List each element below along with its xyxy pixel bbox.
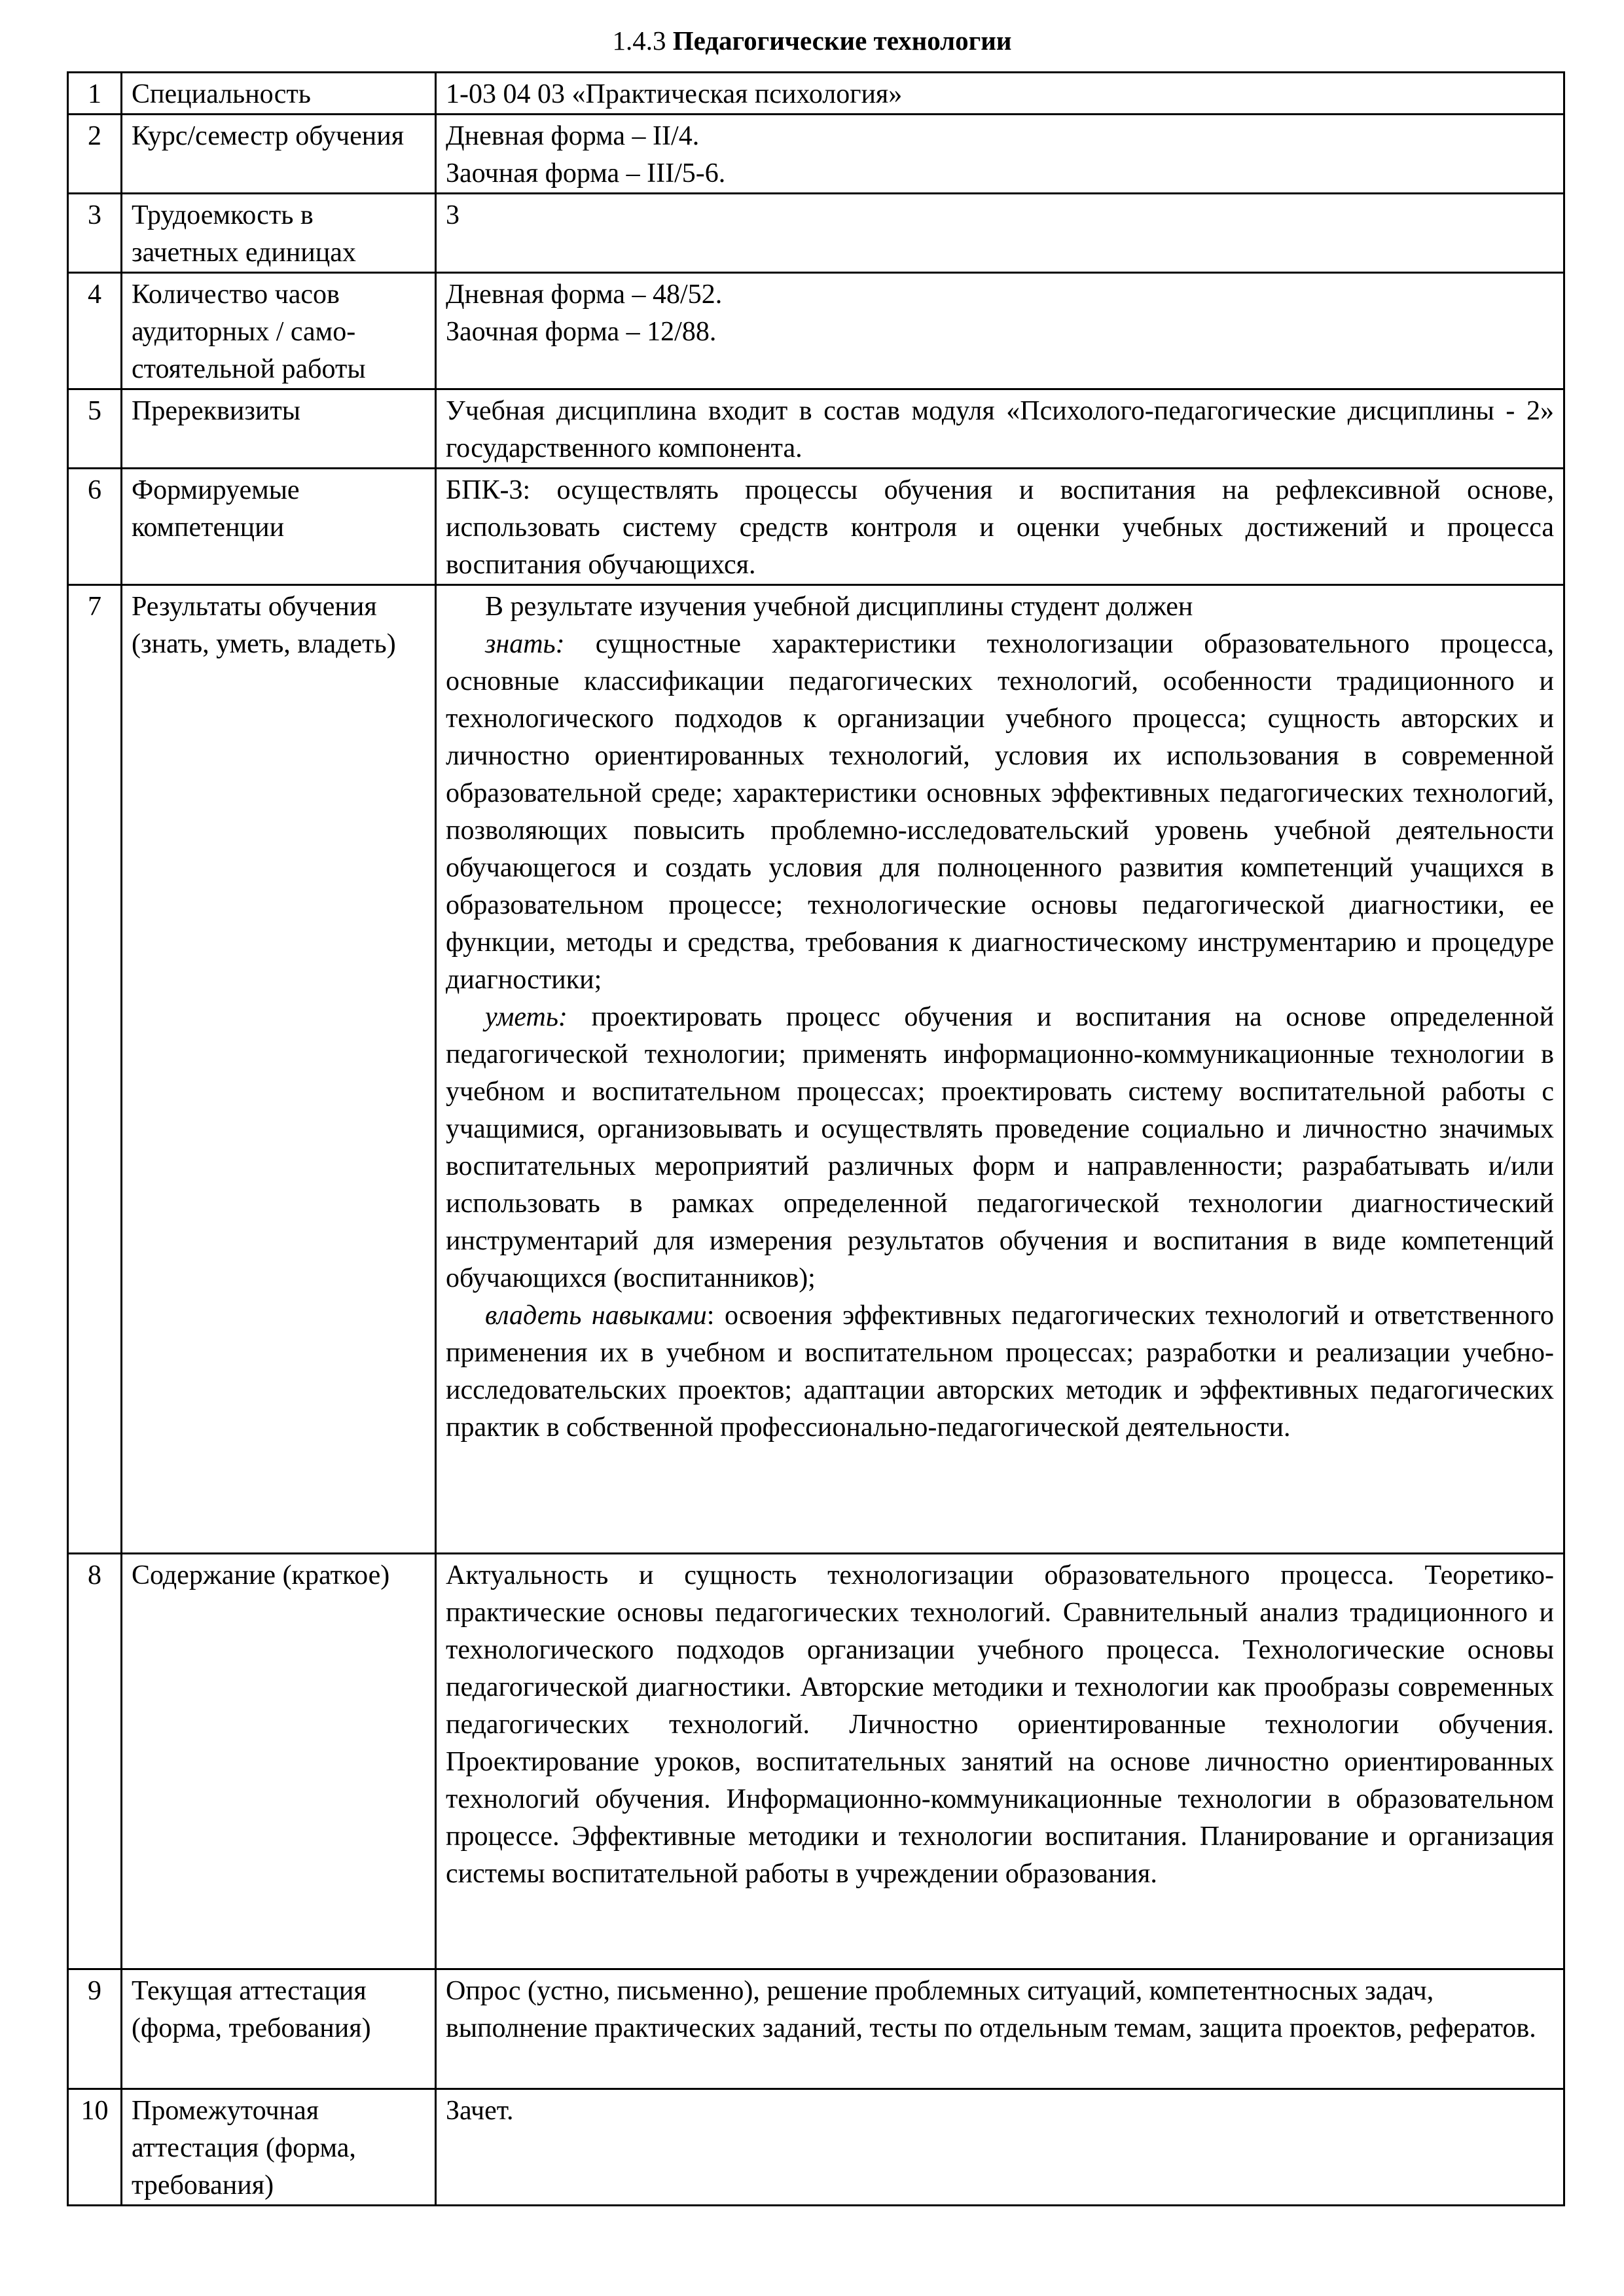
row-number: 3 [68, 194, 122, 273]
row-value: Опрос (устно, письменно), решение проблемных ситуаций, компетентносных задач, выполнение практических заданий, тесты по отдельным темам, защита проектов, рефератов. [436, 1969, 1564, 2089]
value-line: Заочная форма – 12/88. [446, 317, 717, 347]
row-value [436, 273, 1564, 389]
results-know [446, 626, 1554, 999]
row-value [436, 585, 1564, 1554]
table-row [68, 115, 1564, 194]
discipline-table [67, 71, 1565, 2206]
row-value [436, 115, 1564, 194]
own-text: : освоения эффективных педагогических технологий и ответственного применения их в учебном и воспитательном процессах; разработки и реализации учебно-исследовательских проектов; адаптации авторских методик и эффективных педагогических практик в собственной профессионально-педагогической деятельности. [446, 1300, 1554, 1443]
able-keyword: уметь: [485, 1002, 568, 1032]
section-heading [0, 24, 1624, 58]
row-value [436, 73, 1564, 115]
results-intro: В результате изучения учебной дисциплины студент должен [485, 592, 1193, 622]
row-label: Текущая аттестация (форма, требования) [122, 1969, 436, 2089]
row-number: 9 [68, 1969, 122, 2089]
row-value: БПК-3: осуществлять процессы обучения и воспитания на рефлексивной основе, использовать систему средств контроля и оценки учебных достижений и процесса воспитания обучающихся. [436, 469, 1564, 585]
row-label: Результаты обучения (знать, уметь, владеть) [122, 585, 436, 1554]
row-number: 6 [68, 469, 122, 585]
row-label: Пререквизиты [122, 389, 436, 469]
row-number: 4 [68, 273, 122, 389]
row-number: 7 [68, 585, 122, 1554]
able-text: проектировать процесс обучения и воспитания на основе определенной педагогической технологии; применять информационно-коммуникационные технологии в учебном и воспитательном процессах; проектировать систему воспитательной работы с учащимися, организовывать и осуществлять проведение социально и личностно значимых воспитательных мероприятий различных форм и направленности; разрабатывать и/или использовать в рамках определенной педагогической технологии диагностический инструментарий для измерения результатов обучения и воспитания в виде компетенций обучающихся (воспитанников); [446, 1002, 1554, 1293]
row-value: Учебная дисциплина входит в состав модуля «Психолого-педагогические дисциплины - 2» государственного компонента. [436, 389, 1564, 469]
know-keyword: знать: [485, 629, 565, 659]
table-row [68, 1554, 1564, 1969]
row-label: Трудоемкость в зачетных единицах [122, 194, 436, 273]
row-label: Количество часов аудиторных / само-стоятельной работы [122, 273, 436, 389]
row-value: Зачет. [436, 2089, 1564, 2206]
value-line: 1-03 04 03 «Практическая психология» [446, 79, 903, 109]
row-number: 2 [68, 115, 122, 194]
value-line: 3 [446, 200, 460, 230]
row-number: 8 [68, 1554, 122, 1969]
table-row [68, 273, 1564, 389]
table-row [68, 389, 1564, 469]
section-title: Педагогические технологии [672, 26, 1012, 56]
table-row [68, 73, 1564, 115]
table-row [68, 1969, 1564, 2089]
table-row [68, 194, 1564, 273]
row-label: Специальность [122, 73, 436, 115]
section-number: 1.4.3 [612, 26, 666, 56]
row-label: Содержание (краткое) [122, 1554, 436, 1969]
value-line: Дневная форма – 48/52. [446, 279, 723, 310]
results-able [446, 999, 1554, 1297]
own-keyword: владеть навыками [485, 1300, 707, 1331]
results-own [446, 1297, 1554, 1446]
row-label: Курс/семестр обучения [122, 115, 436, 194]
row-label: Промежуточная аттестация (форма, требования) [122, 2089, 436, 2206]
row-label: Формируемые компетенции [122, 469, 436, 585]
value-line: Заочная форма – III/5-6. [446, 158, 726, 188]
row-number: 1 [68, 73, 122, 115]
table-row [68, 469, 1564, 585]
row-number: 5 [68, 389, 122, 469]
value-line: Дневная форма – II/4. [446, 121, 700, 151]
row-value [436, 194, 1564, 273]
row-number: 10 [68, 2089, 122, 2206]
row-value: Актуальность и сущность технологизации образовательного процесса. Теоретико-практические основы педагогических технологий. Сравнительный анализ традиционного и технологического подходов организации учебного процесса. Технологические основы педагогической диагностики. Авторские методики и технологии как прообразы современных педагогических технологий. Личностно ориентированные технологии обучения. Проектирование уроков, воспитательных занятий на основе личностно ориентированных технологий обучения. Информационно-коммуникационные технологии в образовательном процессе. Эффективные методики и технологии воспитания. Планирование и организация системы воспитательной работы в учреждении образования. [436, 1554, 1564, 1969]
know-text: сущностные характеристики технологизации образовательного процесса, основные классификации педагогических технологий, особенности традиционного и технологического подходов к организации учебного процесса; сущность авторских и личностно ориентированных технологий, условия их использования в современной образовательной среде; характеристики основных эффективных педагогических технологий, позволяющих повысить проблемно-исследовательский уровень учебной деятельности обучающегося и создать условия для полноценного развития компетенций учащихся в образовательном процессе; технологические основы педагогической диагностики, ее функции, методы и средства, требования к диагностическому инструментарию и процедуре диагностики; [446, 629, 1554, 995]
table-row [68, 585, 1564, 1554]
table-row [68, 2089, 1564, 2206]
